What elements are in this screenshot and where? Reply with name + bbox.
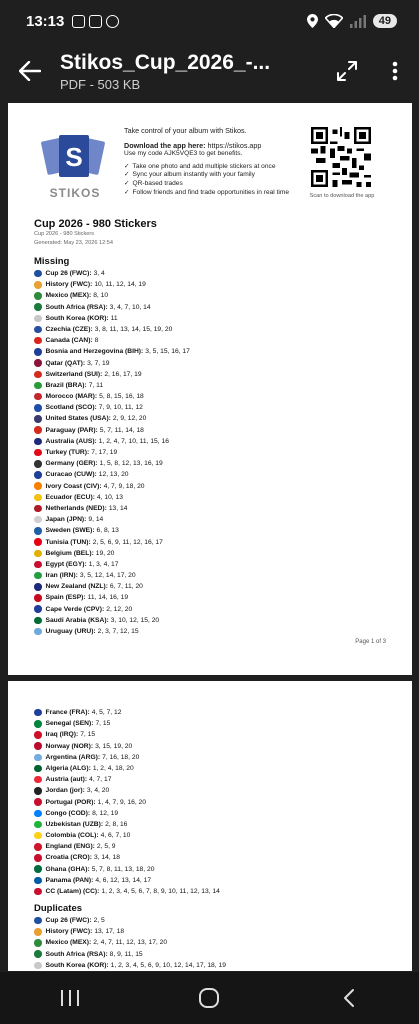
- team-name: Switzerland (SUI):: [45, 370, 103, 378]
- missing-heading: Missing: [34, 256, 70, 267]
- team-row: [34, 391, 190, 402]
- sticker-numbers: 4, 6, 7, 10: [100, 832, 131, 840]
- flag-icon: [34, 471, 42, 479]
- flag-icon: [34, 482, 42, 490]
- team-row: [34, 718, 220, 729]
- sticker-numbers: 1, 4, 7, 9, 16, 20: [97, 798, 146, 806]
- team-row: [34, 514, 190, 525]
- flag-icon: [34, 359, 42, 367]
- team-name: Australia (AUS):: [45, 437, 97, 445]
- team-name: Japan (JPN):: [45, 516, 87, 524]
- status-bar: [0, 0, 419, 42]
- flag-icon: [34, 494, 42, 502]
- flag-icon: [34, 776, 42, 784]
- team-row: [34, 537, 190, 548]
- sticker-numbers: 11, 14, 16, 19: [87, 594, 129, 602]
- back-arrow-icon: [19, 61, 41, 81]
- sticker-numbers: 7, 11: [88, 381, 104, 389]
- download-link[interactable]: https://stikos.app: [207, 140, 262, 150]
- team-row: [34, 548, 190, 559]
- title-block: [60, 51, 323, 92]
- document-subtitle: PDF - 503 KB: [60, 76, 141, 92]
- flag-icon: [34, 415, 42, 423]
- chevron-left-icon: [343, 988, 355, 1008]
- notification-icon: [72, 15, 85, 28]
- team-name: Senegal (SEN):: [45, 720, 94, 728]
- team-name: Ivory Coast (CIV):: [45, 482, 102, 490]
- team-name: Czechia (CZE):: [45, 325, 93, 333]
- flag-icon: [34, 939, 42, 947]
- sticker-numbers: 2, 12, 20: [106, 605, 133, 613]
- doc-subtitle: Cup 2026 - 980 Stickers: [34, 231, 95, 237]
- sticker-numbers: 8, 10: [93, 292, 109, 300]
- team-name: Scotland (SCO):: [45, 404, 97, 412]
- sticker-numbers: 4, 7, 9, 18, 20: [103, 482, 145, 490]
- sticker-numbers: 2, 16, 17, 19: [104, 370, 142, 378]
- flag-icon: [34, 404, 42, 412]
- flag-icon: [34, 877, 42, 885]
- fullscreen-button[interactable]: [323, 42, 371, 100]
- team-name: Ecuador (ECU):: [45, 493, 95, 501]
- missing-list-continued: [34, 707, 220, 897]
- feature-item: ✓ Follow friends and find trade opportunities in real time: [124, 188, 290, 196]
- sticker-numbers: 9, 14: [88, 516, 104, 524]
- sticker-numbers: 13, 14: [108, 504, 128, 512]
- team-row: [34, 886, 220, 897]
- sticker-numbers: 2, 3, 7, 12, 15: [97, 628, 139, 635]
- sticker-numbers: 2, 9, 12, 20: [112, 415, 147, 423]
- flag-icon: [34, 561, 42, 569]
- sticker-numbers: 2, 5, 9: [96, 843, 116, 851]
- app-bar: [0, 42, 419, 100]
- sticker-numbers: 3, 4, 7, 10, 14: [109, 303, 151, 311]
- pdf-page-1[interactable]: [8, 103, 412, 675]
- home-button[interactable]: [179, 978, 239, 1018]
- flag-icon: [34, 337, 42, 345]
- sticker-numbers: 2, 8, 16: [105, 820, 128, 828]
- team-row: [34, 268, 190, 279]
- team-name: Argentina (ARG):: [45, 753, 101, 761]
- sticker-numbers: 12, 13, 20: [98, 471, 129, 479]
- flag-icon: [34, 460, 42, 468]
- sticker-numbers: 11: [110, 314, 118, 322]
- team-row: [34, 960, 226, 971]
- check-icon: ✓: [124, 171, 130, 179]
- back-button[interactable]: [0, 42, 60, 100]
- sticker-numbers: 3, 5, 15, 16, 17: [145, 348, 190, 356]
- team-name: South Africa (RSA):: [45, 950, 108, 958]
- flag-icon: [34, 928, 42, 936]
- sticker-numbers: 4, 10, 13: [96, 493, 123, 501]
- flag-icon: [34, 393, 42, 401]
- sticker-numbers: 7, 15: [95, 720, 111, 728]
- sticker-numbers: 4, 5, 7, 12: [91, 709, 122, 716]
- svg-text:S: S: [65, 142, 83, 172]
- flag-icon: [34, 348, 42, 356]
- team-name: Cup 26 (FWC):: [45, 917, 92, 924]
- team-name: Belgium (BEL):: [45, 549, 94, 557]
- flag-icon: [34, 527, 42, 535]
- status-time: 13:13: [26, 12, 65, 30]
- team-row: [34, 707, 220, 718]
- sticker-numbers: 6, 7, 11, 20: [109, 583, 143, 591]
- sticker-numbers: 1, 2, 4, 18, 20: [92, 764, 134, 772]
- sticker-numbers: 1, 5, 8, 12, 13, 16, 19: [99, 460, 163, 468]
- team-row: [34, 875, 220, 886]
- team-row: [34, 559, 190, 570]
- pdf-page-2[interactable]: [8, 681, 412, 971]
- team-name: Netherlands (NED):: [45, 504, 107, 512]
- sticker-numbers: 3, 14, 18: [93, 854, 120, 862]
- team-name: South Korea (KOR):: [45, 961, 109, 969]
- team-row: [34, 458, 190, 469]
- team-row: [34, 279, 190, 290]
- team-row: [34, 324, 190, 335]
- team-row: [34, 752, 220, 763]
- flag-icon: [34, 810, 42, 818]
- team-row: [34, 313, 190, 324]
- sticker-numbers: 8, 12, 19: [92, 809, 119, 817]
- team-name: Norway (NOR):: [45, 742, 94, 750]
- sticker-numbers: 1, 2, 3, 4, 5, 6, 7, 8, 9, 10, 11, 12, 13, 14: [101, 888, 220, 895]
- flag-icon: [34, 426, 42, 434]
- team-name: Qatar (QAT):: [45, 359, 86, 367]
- system-back-button[interactable]: [319, 978, 379, 1018]
- sticker-numbers: 3, 4: [93, 270, 105, 277]
- team-name: United States (USA):: [45, 415, 111, 423]
- sticker-numbers: 7, 16, 18, 20: [102, 753, 140, 761]
- sticker-numbers: 3, 8, 11, 13, 14, 15, 19, 20: [94, 325, 173, 333]
- check-icon: ✓: [124, 162, 130, 170]
- team-row: [34, 741, 220, 752]
- team-name: Iraq (IRQ):: [45, 731, 79, 739]
- flag-icon: [34, 292, 42, 300]
- team-row: [34, 413, 190, 424]
- team-name: New Zealand (NZL):: [45, 583, 108, 591]
- page-number: Page 1 of 3: [355, 639, 386, 645]
- flag-icon: [34, 720, 42, 728]
- flag-icon: [34, 798, 42, 806]
- download-label: Download the app here:: [124, 140, 206, 150]
- check-icon: ✓: [124, 179, 130, 187]
- doc-title: Cup 2026 - 980 Stickers: [34, 218, 157, 230]
- team-name: History (FWC):: [45, 281, 93, 289]
- team-row: [34, 402, 190, 413]
- team-name: Mexico (MEX):: [45, 939, 92, 947]
- team-name: Jordan (jor):: [45, 787, 85, 795]
- sticker-numbers: 10, 11, 12, 14, 19: [94, 281, 146, 289]
- team-row: [34, 819, 220, 830]
- flag-icon: [34, 281, 42, 289]
- sticker-numbers: 1, 2, 3, 4, 5, 6, 9, 10, 12, 14, 17, 18, 19: [110, 961, 226, 969]
- sticker-numbers: 2, 5, 6, 9, 11, 12, 16, 17: [92, 538, 163, 546]
- sticker-numbers: 19, 20: [95, 549, 115, 557]
- sticker-numbers: 2, 5: [93, 917, 105, 924]
- sticker-numbers: 5, 8, 15, 16, 18: [99, 393, 144, 401]
- team-name: Congo (COD):: [45, 809, 91, 817]
- flag-icon: [34, 505, 42, 513]
- svg-text:STIKOS: STIKOS: [49, 186, 101, 200]
- team-name: Egypt (EGY):: [45, 560, 87, 568]
- team-row: [34, 926, 226, 937]
- feature-item: ✓ Sync your album instantly with your family: [124, 171, 255, 179]
- team-row: [34, 592, 190, 603]
- duplicates-list: [34, 915, 226, 971]
- team-name: Croatia (CRO):: [45, 854, 92, 862]
- flag-icon: [34, 854, 42, 862]
- battery-indicator: 49: [373, 14, 397, 28]
- team-row: [34, 425, 190, 436]
- flag-icon: [34, 449, 42, 457]
- team-row: [34, 436, 190, 447]
- sticker-numbers: 3, 5, 12, 14, 17, 20: [79, 572, 136, 580]
- sticker-numbers: 13, 17, 18: [94, 928, 125, 936]
- sticker-numbers: 2, 4, 7, 11, 12, 13, 17, 20: [93, 939, 168, 947]
- team-name: South Korea (KOR):: [45, 314, 109, 322]
- team-name: Iran (IRN):: [45, 572, 78, 580]
- sticker-numbers: 1, 2, 4, 7, 10, 11, 15, 16: [98, 437, 169, 445]
- team-row: [34, 447, 190, 458]
- flag-icon: [34, 832, 42, 840]
- team-name: Curacao (CUW):: [45, 471, 97, 479]
- team-name: Panama (PAN):: [45, 876, 94, 884]
- sticker-numbers: 7, 9, 10, 11, 12: [98, 404, 143, 412]
- team-name: Canada (CAN):: [45, 337, 93, 345]
- flag-icon: [34, 962, 42, 970]
- flag-icon: [34, 821, 42, 829]
- system-nav-bar: [0, 972, 419, 1024]
- document-title: Stikos_Cup_2026_-...: [60, 50, 271, 74]
- expand-icon: [337, 61, 357, 81]
- team-name: History (FWC):: [45, 928, 93, 936]
- flag-icon: [34, 303, 42, 311]
- flag-icon: [34, 583, 42, 591]
- sticker-numbers: 6, 8, 13: [96, 527, 119, 535]
- sticker-numbers: 5, 7, 11, 14, 18: [99, 426, 144, 434]
- team-row: [34, 503, 190, 514]
- team-row: [34, 369, 190, 380]
- team-row: [34, 469, 190, 480]
- team-name: South Africa (RSA):: [45, 303, 108, 311]
- flag-icon: [34, 787, 42, 795]
- more-options-button[interactable]: [371, 42, 419, 100]
- flag-icon: [34, 617, 42, 625]
- flag-icon: [34, 315, 42, 323]
- gallery-notification-icon: [89, 15, 102, 28]
- flag-icon: [34, 538, 42, 546]
- stikos-header: [8, 103, 412, 208]
- check-icon: ✓: [124, 188, 130, 196]
- team-row: [34, 581, 190, 592]
- team-row: [34, 808, 220, 819]
- whatsapp-icon: [106, 15, 119, 28]
- team-name: Saudi Arabia (KSA):: [45, 616, 109, 624]
- qr-caption: Scan to download the app: [309, 193, 375, 199]
- team-row: [34, 763, 220, 774]
- flag-icon: [34, 765, 42, 773]
- team-name: Mexico (MEX):: [45, 292, 92, 300]
- team-row: [34, 481, 190, 492]
- team-name: Brazil (BRA):: [45, 381, 87, 389]
- team-row: [34, 949, 226, 960]
- team-row: [34, 604, 190, 615]
- team-name: Germany (GER):: [45, 460, 98, 468]
- duplicates-heading: Duplicates: [34, 903, 83, 914]
- team-name: Morocco (MAR):: [45, 393, 98, 401]
- flag-icon: [34, 731, 42, 739]
- feature-item: ✓ QR-based trades: [124, 179, 183, 187]
- sticker-numbers: 8: [94, 337, 99, 345]
- team-row: [34, 492, 190, 503]
- team-name: Cape Verde (CPV):: [45, 605, 105, 613]
- flag-icon: [34, 865, 42, 873]
- team-row: [34, 302, 190, 313]
- team-name: Tunisia (TUN):: [45, 538, 91, 546]
- team-name: Austria (aut):: [45, 776, 88, 784]
- team-row: [34, 729, 220, 740]
- team-name: Spain (ESP):: [45, 594, 86, 602]
- flag-icon: [34, 516, 42, 524]
- sticker-numbers: 8, 9, 11, 15: [109, 950, 143, 958]
- flag-icon: [34, 326, 42, 334]
- team-row: [34, 358, 190, 369]
- team-row: [34, 937, 226, 948]
- sticker-numbers: 3, 15, 19, 20: [95, 742, 133, 750]
- flag-icon: [34, 371, 42, 379]
- team-name: Paraguay (PAR):: [45, 426, 98, 434]
- location-icon: [307, 14, 318, 28]
- team-row: [34, 380, 190, 391]
- doc-generated: Generated: May 23, 2026 12:54: [34, 240, 113, 246]
- team-name: France (FRA):: [45, 709, 90, 716]
- team-name: Ghana (GHA):: [45, 865, 90, 873]
- sticker-numbers: 7, 15: [80, 731, 96, 739]
- team-row: [34, 335, 190, 346]
- flag-icon: [34, 754, 42, 762]
- sticker-numbers: 4, 7, 17: [89, 776, 112, 784]
- sticker-numbers: 3, 7, 19: [87, 359, 110, 367]
- team-name: CC (Latam) (CC):: [45, 888, 100, 895]
- sticker-numbers: 3, 4, 20: [86, 787, 110, 795]
- sticker-numbers: 4, 6, 12, 13, 14, 17: [95, 876, 152, 884]
- team-name: England (ENG):: [45, 843, 95, 851]
- team-row: [34, 346, 190, 357]
- flag-icon: [34, 550, 42, 558]
- team-row: [34, 797, 220, 808]
- flag-icon: [34, 888, 42, 896]
- missing-list: [34, 268, 190, 637]
- team-row: [34, 626, 190, 637]
- flag-icon: [34, 270, 42, 278]
- team-name: Algeria (ALG):: [45, 764, 91, 772]
- sticker-numbers: 1, 3, 4, 17: [88, 560, 119, 568]
- team-row: [34, 785, 220, 796]
- team-row: [34, 830, 220, 841]
- sticker-numbers: 7, 17, 19: [91, 449, 118, 456]
- sticker-numbers: 3, 10, 12, 15, 20: [110, 616, 160, 624]
- team-row: [34, 864, 220, 875]
- flag-icon: [34, 594, 42, 602]
- feature-item: ✓ Take one photo and add multiple stickers at once: [124, 162, 276, 170]
- qr-code: [311, 127, 371, 187]
- team-row: [34, 570, 190, 581]
- team-name: Colombia (COL):: [45, 832, 99, 840]
- team-name: Bosnia and Herzegovina (BIH):: [45, 348, 144, 356]
- team-name: Turkey (TUR):: [45, 449, 90, 456]
- flag-icon: [34, 605, 42, 613]
- team-row: [34, 615, 190, 626]
- flag-icon: [34, 742, 42, 750]
- sticker-numbers: 5, 7, 8, 11, 13, 18, 20: [91, 865, 155, 873]
- flag-icon: [34, 917, 42, 925]
- flag-icon: [34, 628, 42, 636]
- team-name: Portugal (POR):: [45, 798, 96, 806]
- wifi-icon: [325, 14, 343, 28]
- team-row: [34, 290, 190, 301]
- flag-icon: [34, 950, 42, 958]
- flag-icon: [34, 572, 42, 580]
- signal-icon: [350, 15, 366, 28]
- stikos-logo: [40, 133, 110, 203]
- team-row: [34, 774, 220, 785]
- recents-icon: [60, 989, 80, 1007]
- team-row: [34, 915, 226, 926]
- recent-apps-button[interactable]: [40, 978, 100, 1018]
- referral-code: Use my code AJK5VQE3 to get benefits.: [124, 150, 243, 158]
- notification-icons: [72, 15, 119, 28]
- team-row: [34, 525, 190, 536]
- team-name: Uzbekistan (UZB):: [45, 820, 104, 828]
- flag-icon: [34, 382, 42, 390]
- flag-icon: [34, 709, 42, 717]
- team-name: Uruguay (URU):: [45, 628, 96, 635]
- team-row: [34, 841, 220, 852]
- flag-icon: [34, 843, 42, 851]
- take-control-text: Take control of your album with Stikos.: [124, 126, 247, 135]
- team-row: [34, 852, 220, 863]
- team-name: Cup 26 (FWC):: [45, 270, 92, 277]
- intro-text: [124, 127, 294, 197]
- flag-icon: [34, 438, 42, 446]
- home-icon: [198, 987, 220, 1009]
- team-name: Sweden (SWE):: [45, 527, 95, 535]
- download-line: [124, 142, 294, 151]
- more-vert-icon: [392, 61, 398, 81]
